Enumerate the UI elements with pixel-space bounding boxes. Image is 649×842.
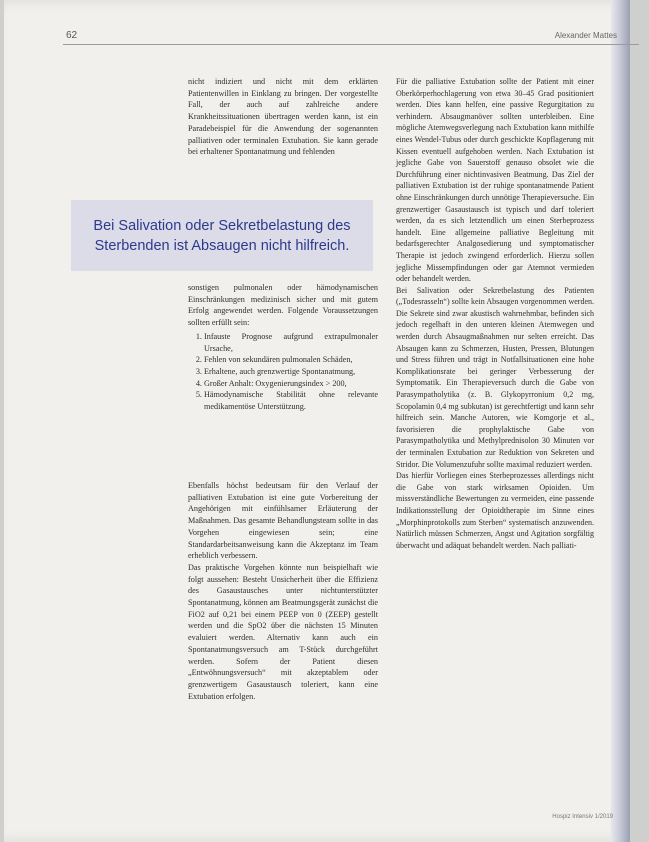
left-paragraph-preparation: Ebenfalls höchst bedeutsam für den Verlauf der palliativen Extubation ist eine gute Vorbereitung der Angehörigen mit einfühlsamer Erläuterung der Maßnahmen. Das gesamte Behandlungsteam sollte in das Vorgehen eingewiesen sein; eine Standardarbeitsanweisung kann die Akzeptanz im Team erheblich verbessern. [188, 481, 378, 561]
left-column-bottom [188, 480, 378, 702]
left-paragraph-procedure: Das praktische Vorgehen könnte nun beispielhaft wie folgt aussehen: Besteht Unsicherheit über die Effizienz des Gasaustausches unter nichtunterstützter Spontanatmung, können am Beatmungsgerät zunächst die FiO2 auf 0,21 bei einem PEEP von 0 (ZEEP) gestellt werden und die SpO2 über die nächsten 15 Minuten evaluiert werden. Alternativ kann auch ein Spontanatmungsversuch am T-Stück durchgeführt werden. Sofern der Patient diesen „Entwöhnungsversuch“ mit akzeptablem oder grenzwertigem Gasaustausch toleriert, kann eine Extubation erfolgen. [188, 562, 378, 701]
header-divider [63, 44, 639, 45]
right-paragraph-opioids: Das hierfür Vorliegen eines Sterbeprozesses allerdings nicht die Gabe von stark wirksamen Opioiden. Um missverständliche Bewertungen zu vermeiden, eine passende Indikationsstellung der Opioidtherapie im Sinne eines „Morphinprotokolls zum Sterben“ systematisch anzuwenden. Natürlich müssen Schmerzen, Angst und Agitation sorgfältig überwacht und adäquat behandelt werden. Nach palliati- [396, 471, 594, 550]
right-column [396, 76, 594, 551]
page-edge-shadow [611, 0, 630, 842]
requirement-item: 1. Infauste Prognose aufgrund extrapulmonaler Ursache, [204, 331, 378, 354]
page-number: 62 [66, 30, 78, 41]
running-header-author: Alexander Mattes [554, 31, 617, 40]
left-column-top [188, 76, 378, 158]
right-paragraph-positioning: Für die palliative Extubation sollte der Patient mit einer Oberkörperhochlagerung von etwa 30–45 Grad positioniert werden. Dies kann helfen, eine passive Regurgitation zu verhindern. Absaugmanöver sollten unterbleiben. Eine mögliche Atemwegsverlegung nach Extubation kann mithilfe eines Wendel-Tubus oder durch geschickte Kopflagerung mit Kissen eventuell aufgehoben werden. Nach Extubation ist jegliche Gabe von Sauerstoff genauso obsolet wie die Durchführung einer nichtinvasiven Beatmung. Das Ziel der palliativen Extubation ist der ruhige spontanatmende Patient ohne Einschränkungen durch unnötige Therapieversuche. Ein grenzwertiger Gasaustausch ist typisch und darf toleriert werden, da es sich letztendlich um einen Sterbeprozess handelt. Eine allgemeine palliative Begleitung mit bedarfsgerechter Analgosedierung und symptomatischer Therapie ist jedoch zwingend erforderlich. Hierzu sollen jegliche Missempfindungen oder gar Atemnot vermieden oder behandelt werden. [396, 77, 594, 284]
requirement-item: 4. Großer Anhalt: Oxygenierungsindex > 200, [204, 378, 378, 390]
page-footer: Hospiz Intensiv 1/2019 [552, 814, 613, 820]
left-middle-paragraph: sonstigen pulmonalen oder hämodynamischen Einschränkungen medizinisch sicher und mit gutem Erfolg angewendet werden. Folgende Voraussetzungen sollten erfüllt sein: [188, 283, 378, 328]
pull-quote-box [71, 200, 373, 271]
pull-quote-text: Bei Salivation oder Sekretbelastung des Sterbenden ist Absaugen nicht hilfreich. [93, 217, 351, 254]
requirements-list [188, 331, 378, 413]
left-top-paragraph: nicht indiziert und nicht mit dem erklärten Patientenwillen in Einklang zu bringen. Der vorgestellte Fall, der auch auf zahlreiche andere Krankheitssituationen übertragen werden kann, ist ein Paradebeispiel für die Anwendung der sogenannten palliativen oder terminalen Extubation. Sie kann gerade bei erhaltener Spontanatmung und fehlenden [188, 77, 378, 157]
right-paragraph-secretions: Bei Salivation oder Sekretbelastung des Patienten („Todesrasseln“) sollte kein Absaugen vorgenommen werden. Die Sekrete sind zwar akustisch wahrnehmbar, befinden sich jedoch regelhaft in den unteren kleinen Atemwegen und werden durch Absaugmaßnahmen nur selten erreicht. Das Absaugen kann zu Schmerzen, Husten, Pressen, Blutungen und Stress führen und trägt in Notfallsituationen eine hohe Komplikationsrate bei geringer Verbesserung der Symptomatik. Ein Therapieversuch durch die Gabe von Parasympatholytika (z. B. Glykopyrronium 0,2 mg, Scopolamin 0,4 mg subkutan) ist gerechtfertigt und kann sehr hilfreich sein. Manche Autoren, wie Komgorje et al., favorisieren die prophylaktische Gabe von Parasympatholytika und Methylprednisolon 30 Minuten vor der terminalen Extubation zur Reduktion von Sekreten und Stridor. Die Volumenzufuhr sollte maximal reduziert werden. [396, 285, 594, 469]
requirement-item: 3. Erhaltene, auch grenzwertige Spontanatmung, [204, 366, 378, 378]
left-column-middle [188, 282, 378, 419]
requirement-item: 2. Fehlen von sekundären pulmonalen Schäden, [204, 354, 378, 366]
requirement-item: 5. Hämodynamische Stabilität ohne relevante medikamentöse Unterstützung. [204, 389, 378, 412]
